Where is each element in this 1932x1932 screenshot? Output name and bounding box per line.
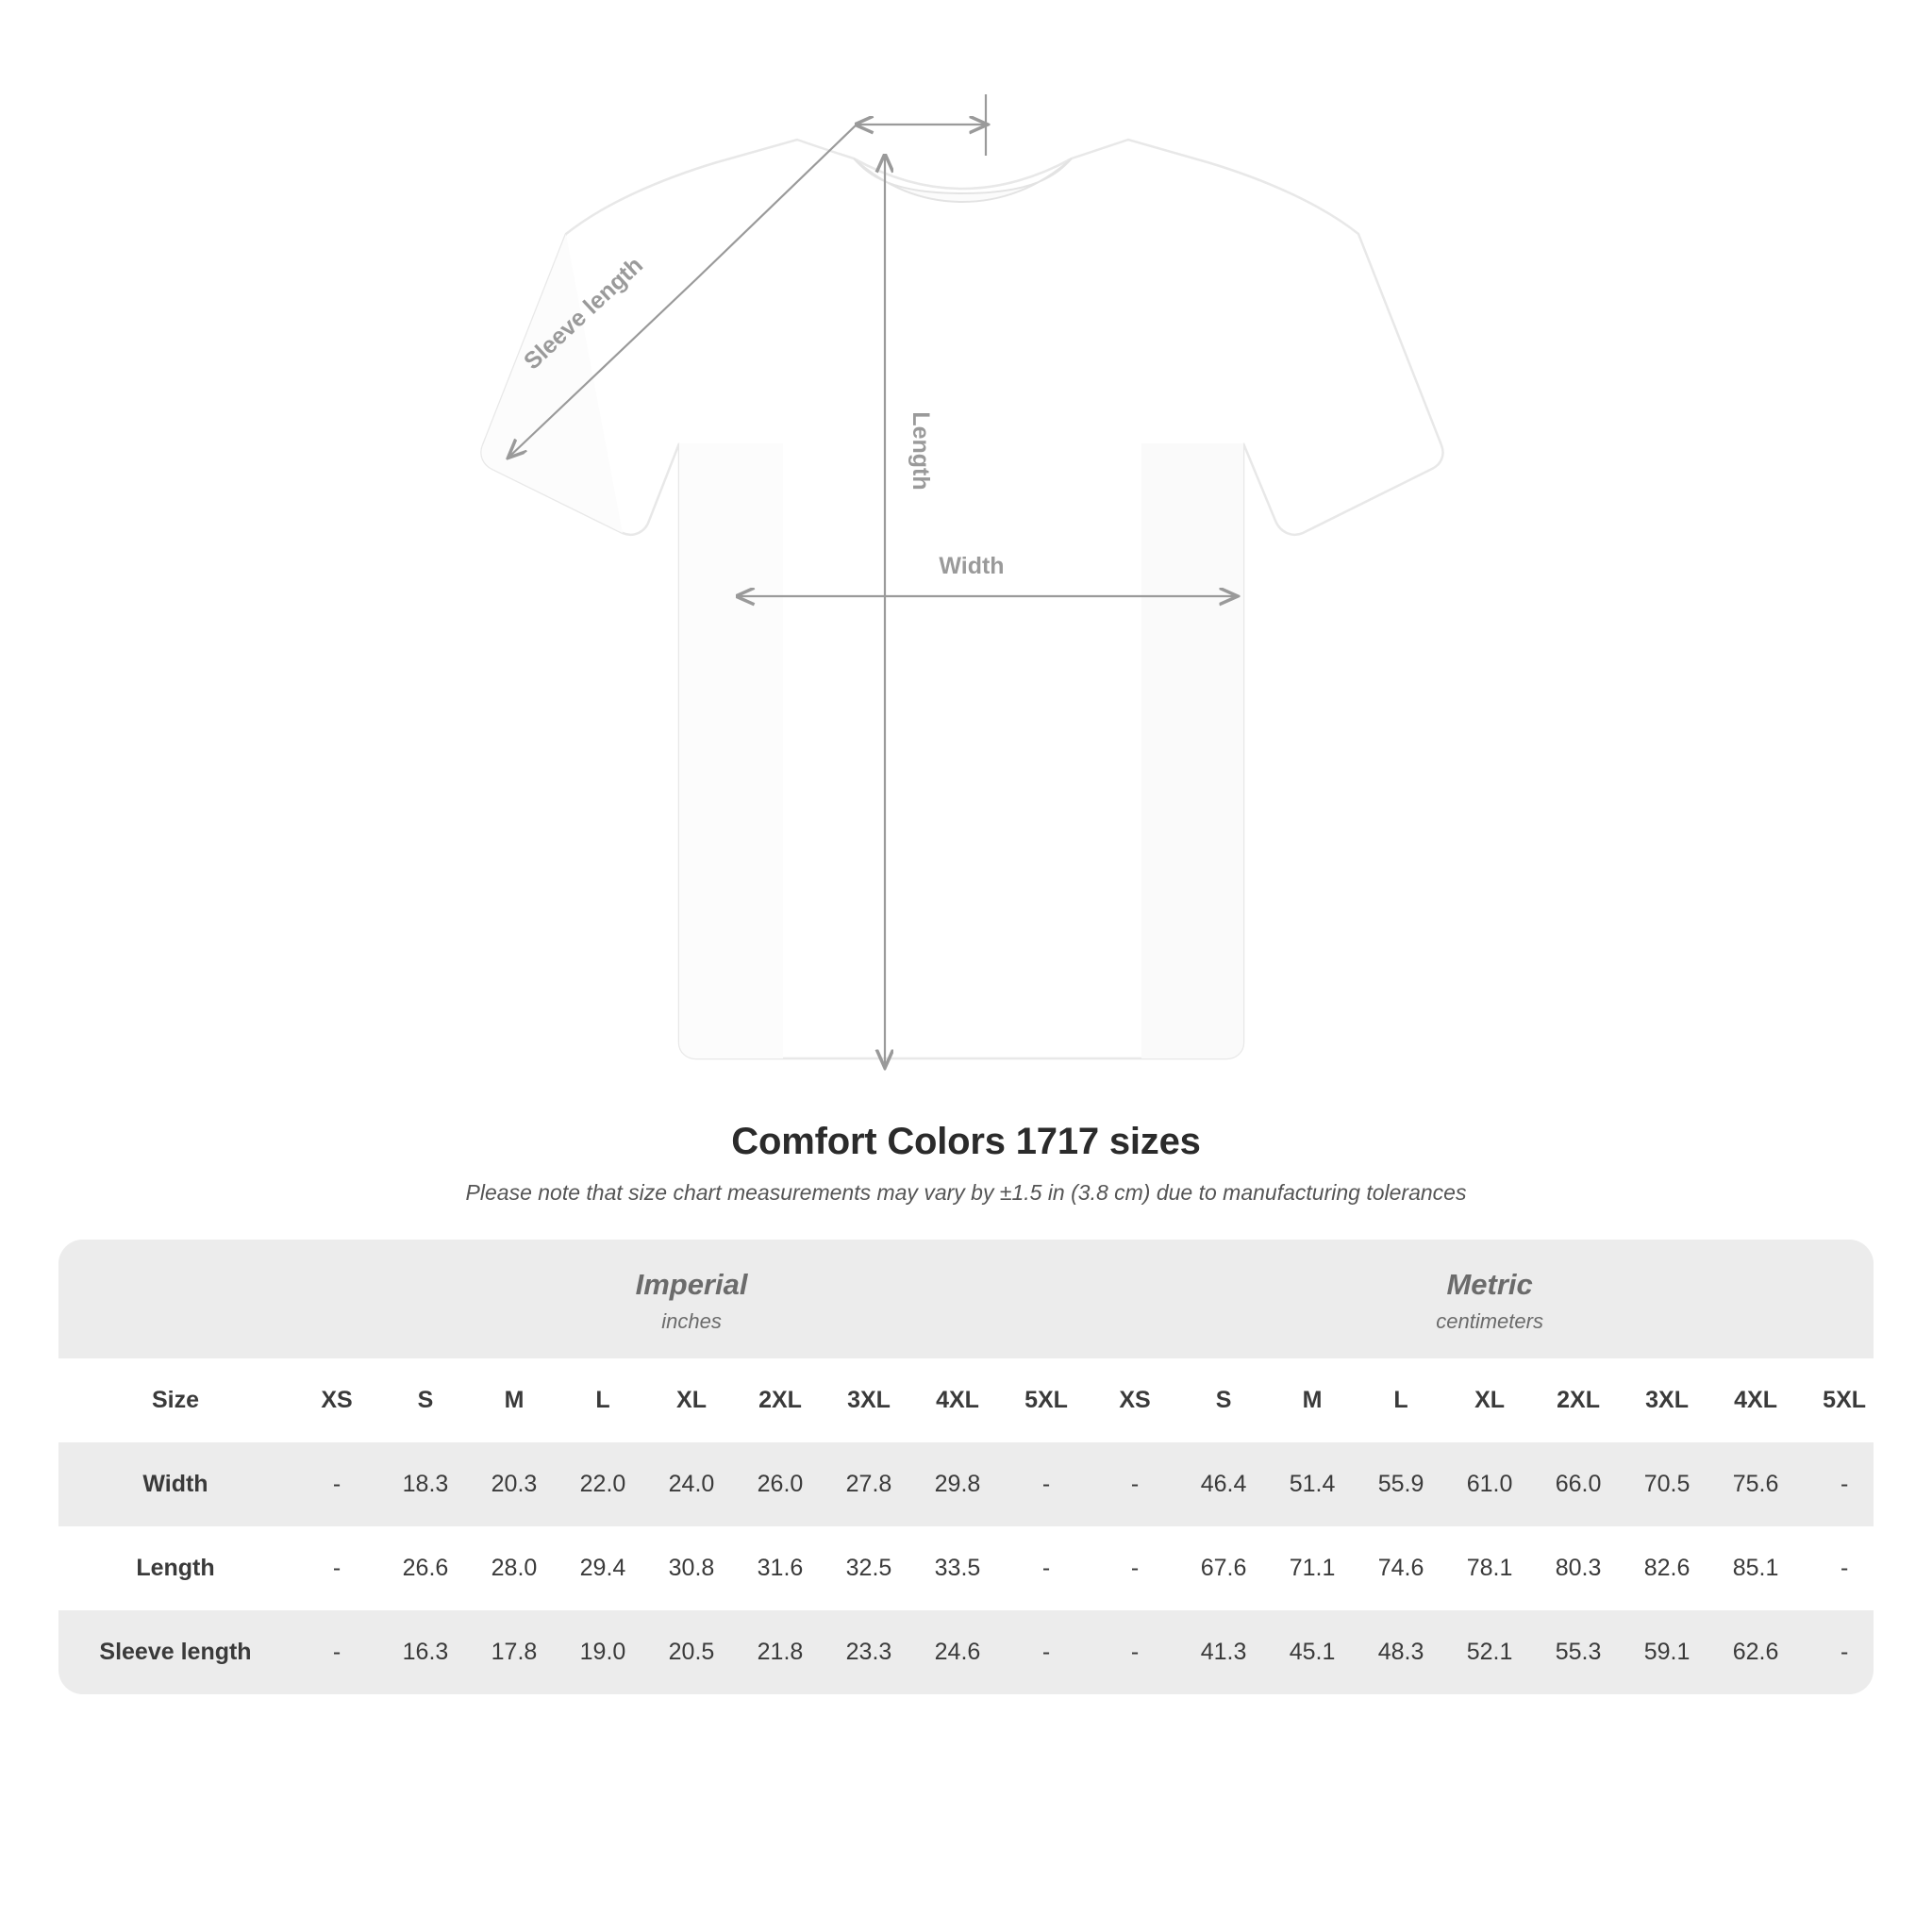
size-header-cell: 4XL — [1711, 1358, 1800, 1442]
size-header-cell: M — [470, 1358, 558, 1442]
table-cell: 33.5 — [913, 1526, 1002, 1610]
size-table — [58, 1240, 1874, 1694]
size-header-cell: XS — [292, 1358, 381, 1442]
table-row — [58, 1526, 1874, 1610]
unit-name-imperial: Imperial — [635, 1268, 748, 1301]
title-block — [0, 1121, 1932, 1206]
table-cell: 22.0 — [558, 1442, 647, 1526]
size-header-cell: 2XL — [736, 1358, 824, 1442]
table-cell: - — [1800, 1526, 1874, 1610]
table-cell: - — [1800, 1442, 1874, 1526]
table-cell: 78.1 — [1445, 1526, 1534, 1610]
size-header-cell: 2XL — [1534, 1358, 1623, 1442]
table-cell: - — [1091, 1442, 1179, 1526]
table-cell: 48.3 — [1357, 1610, 1445, 1694]
size-header-label: Size — [58, 1358, 292, 1442]
unit-sub-imperial: inches — [661, 1309, 722, 1333]
table-cell: 61.0 — [1445, 1442, 1534, 1526]
table-cell: 19.0 — [558, 1610, 647, 1694]
table-cell: 80.3 — [1534, 1526, 1623, 1610]
unit-header-spacer — [58, 1240, 292, 1358]
size-header-cell: M — [1268, 1358, 1357, 1442]
table-cell: 52.1 — [1445, 1610, 1534, 1694]
table-cell: 21.8 — [736, 1610, 824, 1694]
table-cell: 29.8 — [913, 1442, 1002, 1526]
table-cell: 20.3 — [470, 1442, 558, 1526]
table-cell: - — [1002, 1526, 1091, 1610]
table-cell: 20.5 — [647, 1610, 736, 1694]
unit-header-metric — [1091, 1240, 1874, 1358]
size-header-cell: L — [1357, 1358, 1445, 1442]
table-cell: 17.8 — [470, 1610, 558, 1694]
table-cell: 55.9 — [1357, 1442, 1445, 1526]
size-header-cell: XL — [1445, 1358, 1534, 1442]
unit-header-imperial — [292, 1240, 1091, 1358]
table-cell: - — [1091, 1610, 1179, 1694]
table-cell: 46.4 — [1179, 1442, 1268, 1526]
size-header-cell: XS — [1091, 1358, 1179, 1442]
row-label-length: Length — [58, 1526, 292, 1610]
page-title: Comfort Colors 1717 sizes — [731, 1121, 1201, 1162]
table-cell: 16.3 — [381, 1610, 470, 1694]
size-header-row — [58, 1358, 1874, 1442]
table-cell: 75.6 — [1711, 1442, 1800, 1526]
size-header-cell: L — [558, 1358, 647, 1442]
table-cell: 62.6 — [1711, 1610, 1800, 1694]
table-cell: 71.1 — [1268, 1526, 1357, 1610]
table-cell: 28.0 — [470, 1526, 558, 1610]
label-sleeve-length: Sleeve length — [519, 251, 649, 375]
row-label-sleeve-length: Sleeve length — [58, 1610, 292, 1694]
table-cell: - — [292, 1526, 381, 1610]
table-cell: 70.5 — [1623, 1442, 1711, 1526]
table-cell: 82.6 — [1623, 1526, 1711, 1610]
table-cell: 51.4 — [1268, 1442, 1357, 1526]
table-cell: - — [292, 1442, 381, 1526]
size-header-cell: 3XL — [1623, 1358, 1711, 1442]
table-cell: 31.6 — [736, 1526, 824, 1610]
table-cell: 66.0 — [1534, 1442, 1623, 1526]
size-header-cell: S — [1179, 1358, 1268, 1442]
table-cell: 24.6 — [913, 1610, 1002, 1694]
table-cell: 27.8 — [824, 1442, 913, 1526]
table-cell: 30.8 — [647, 1526, 736, 1610]
size-header-cell: 5XL — [1002, 1358, 1091, 1442]
table-cell: 67.6 — [1179, 1526, 1268, 1610]
table-cell: 85.1 — [1711, 1526, 1800, 1610]
table-cell: 23.3 — [824, 1610, 913, 1694]
table-cell: - — [1002, 1442, 1091, 1526]
table-row — [58, 1442, 1874, 1526]
size-header-cell: 5XL — [1800, 1358, 1874, 1442]
table-cell: 32.5 — [824, 1526, 913, 1610]
table-cell: - — [1800, 1610, 1874, 1694]
row-label-width: Width — [58, 1442, 292, 1526]
size-header-cell: XL — [647, 1358, 736, 1442]
table-cell: 29.4 — [558, 1526, 647, 1610]
table-cell: - — [1002, 1610, 1091, 1694]
size-header-cell: S — [381, 1358, 470, 1442]
table-cell: 41.3 — [1179, 1610, 1268, 1694]
size-table-wrapper — [58, 1240, 1874, 1694]
table-cell: 55.3 — [1534, 1610, 1623, 1694]
size-header-cell: 4XL — [913, 1358, 1002, 1442]
table-cell: 18.3 — [381, 1442, 470, 1526]
unit-header-row — [58, 1240, 1874, 1358]
size-header-cell: 3XL — [824, 1358, 913, 1442]
table-row — [58, 1610, 1874, 1694]
label-width: Width — [939, 553, 1005, 579]
table-cell: 74.6 — [1357, 1526, 1445, 1610]
table-cell: 24.0 — [647, 1442, 736, 1526]
unit-sub-metric: centimeters — [1436, 1309, 1543, 1333]
unit-name-metric: Metric — [1446, 1268, 1533, 1301]
table-cell: - — [292, 1610, 381, 1694]
label-length: Length — [908, 411, 934, 491]
table-cell: - — [1091, 1526, 1179, 1610]
table-cell: 45.1 — [1268, 1610, 1357, 1694]
table-cell: 26.6 — [381, 1526, 470, 1610]
table-cell: 26.0 — [736, 1442, 824, 1526]
table-cell: 59.1 — [1623, 1610, 1711, 1694]
tolerance-note: Please note that size chart measurements may vary by ±1.5 in (3.8 cm) due to manufacturing tolerances — [465, 1180, 1467, 1205]
